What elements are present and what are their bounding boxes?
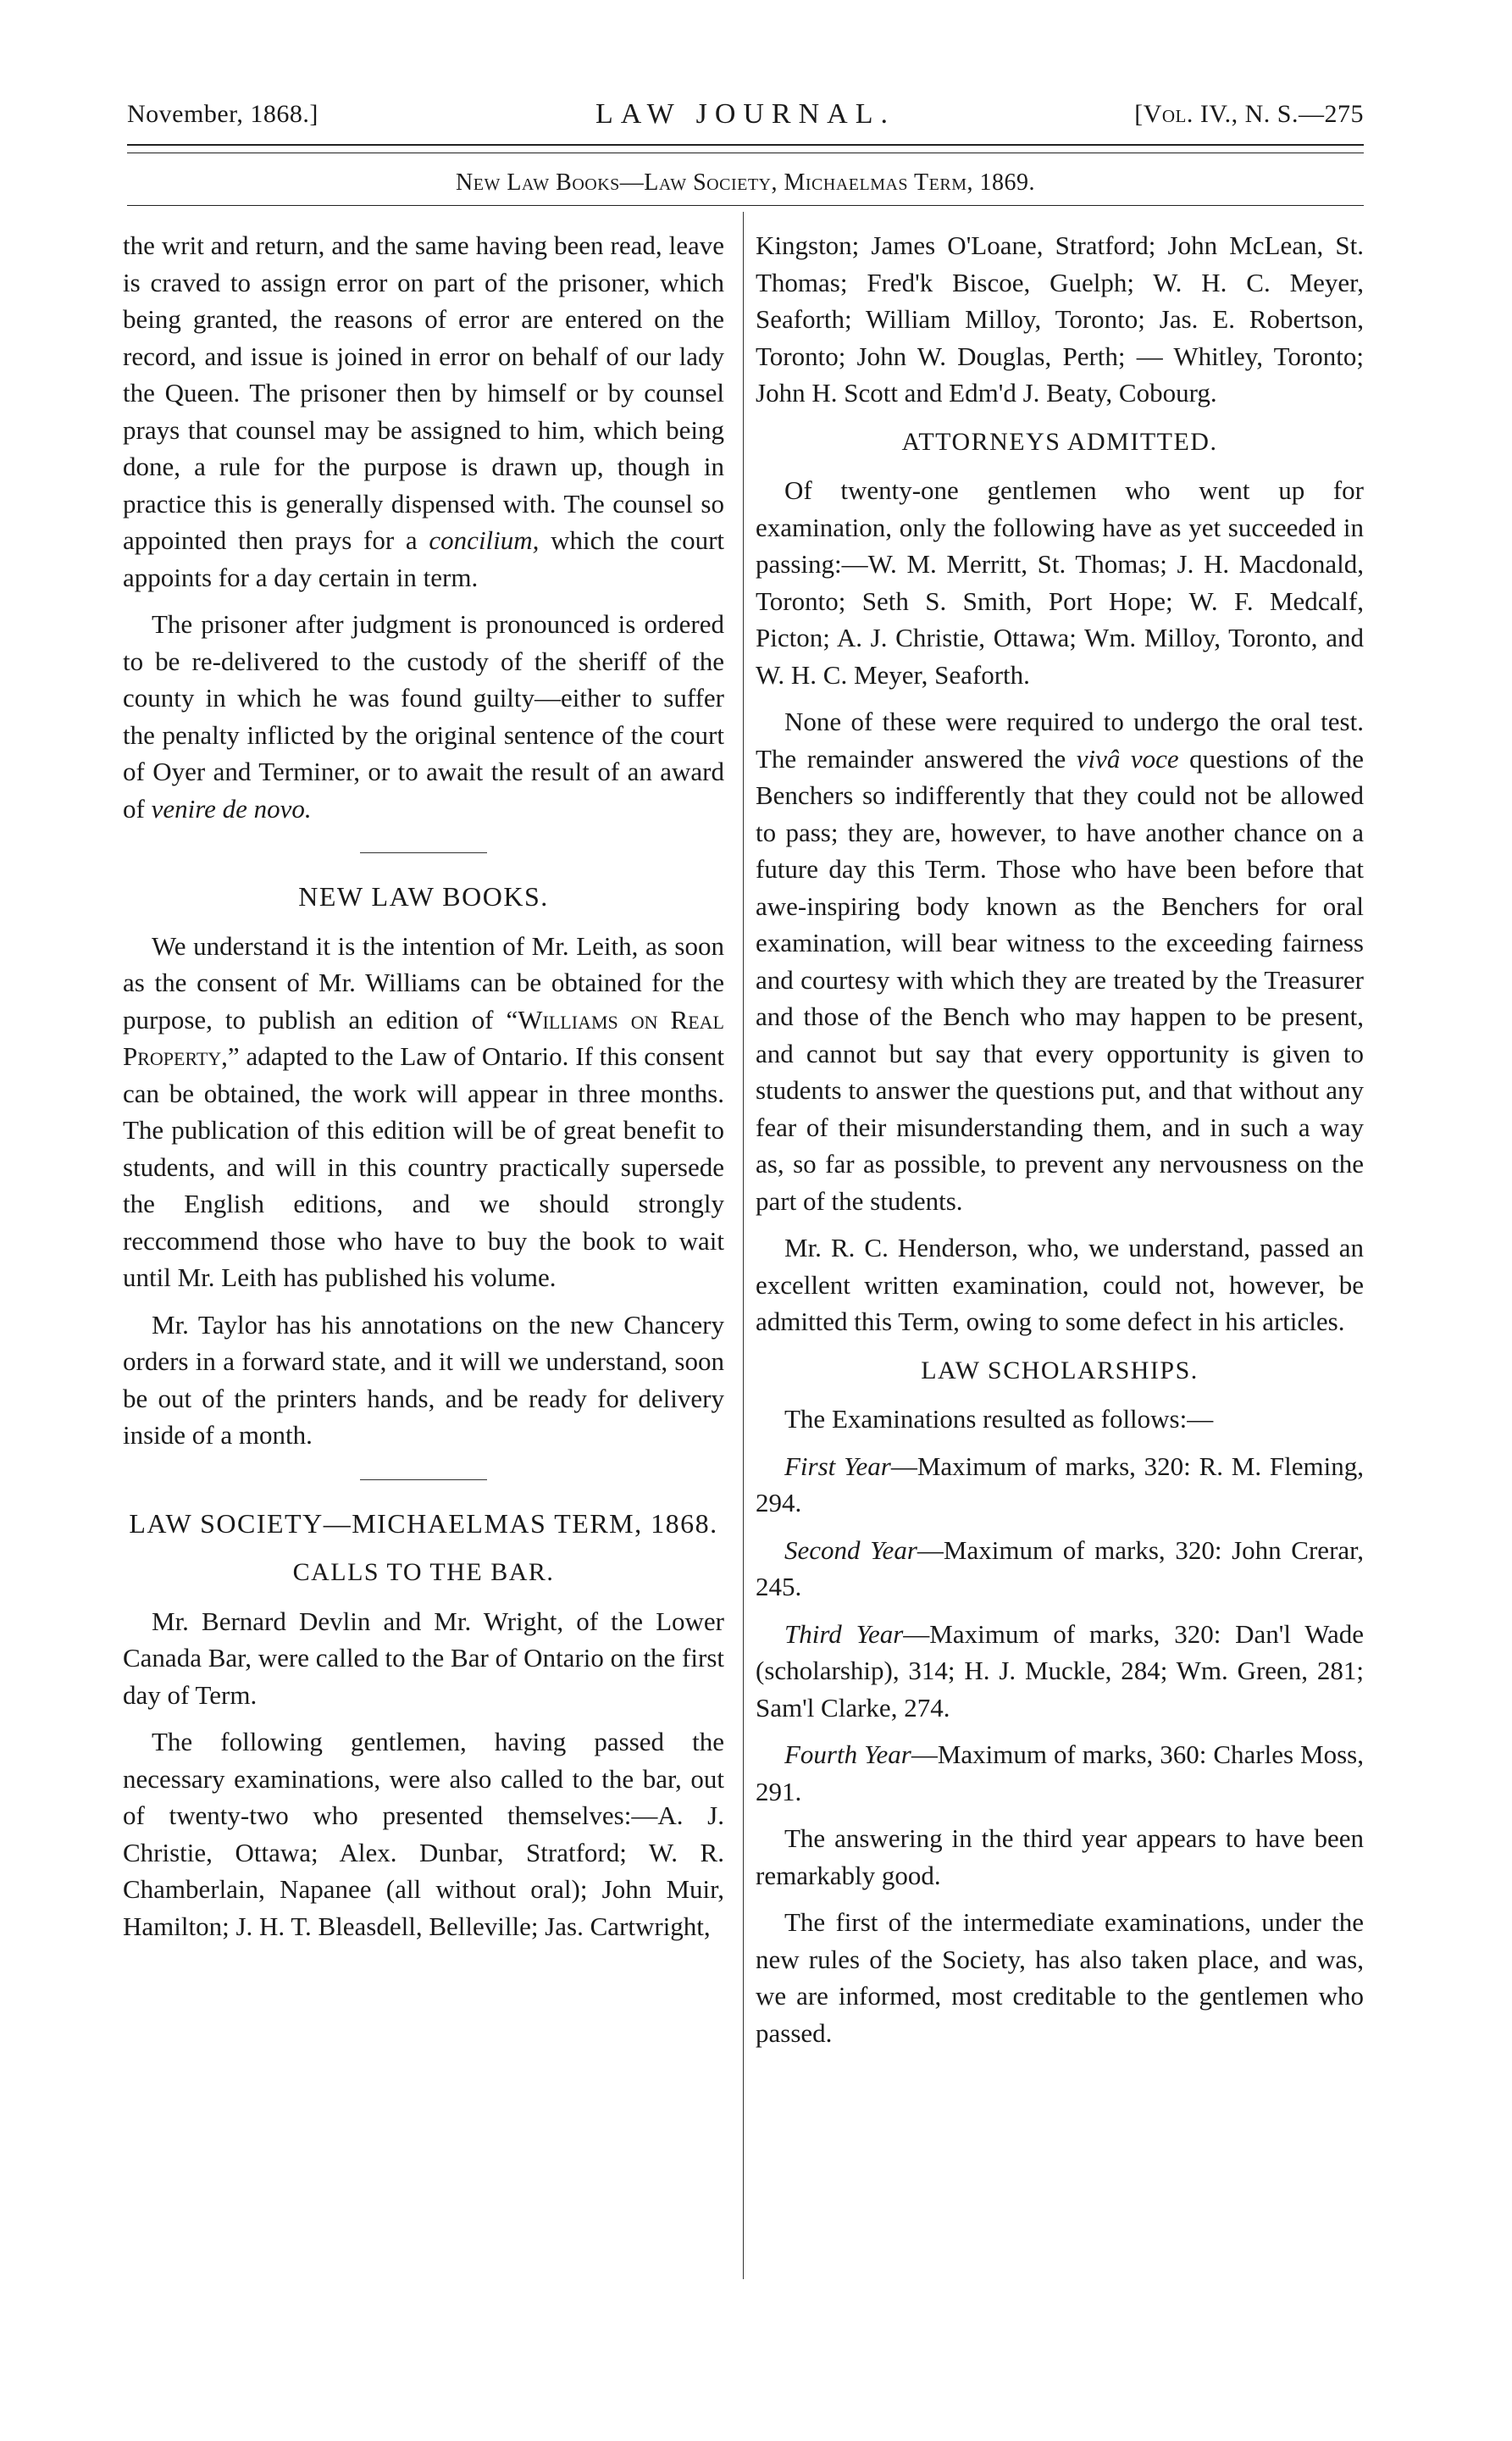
paragraph-text: The prisoner after judgment is pronounced is ordered to be re-delivered to the custody of the sheriff of the county in which he was found guilty—either to suffer the penalty inflicted by the original sentence of the court of Oyer and Terminer, or to await the result of an award of <box>123 609 724 824</box>
paragraph: Mr. Taylor has his annotations on the new Chancery orders in a forward state, and it will we understand, soon be out of the printers hands, and be ready for delivery inside of a month. <box>123 1309 724 1450</box>
subhead-rule <box>127 205 1364 206</box>
paragraph: The following gentlemen, having passed the necessary examinations, were also called to the bar, out of twenty-two who presented themselves:—A. J. Christie, Ottawa; Alex. Dunbar, Stratford; W. R. Chamberlain, Napanee (all without oral); John Muir, Hamilton; J. H. T. Bleasdell, Belleville; Jas. Cartwright, <box>123 1727 724 1941</box>
paragraph: The answering in the third year appears to have been remarkably good. <box>756 1823 1364 1890</box>
paragraph <box>756 703 1364 1219</box>
result-first-year <box>756 1448 1364 1522</box>
paragraph: Mr. R. C. Henderson, who, we understand, passed an excellent written examination, could not, however, be admitted this Term, owing to some defect in his articles. <box>756 1233 1364 1336</box>
paragraph-text: the writ and return, and the same having been read, leave is craved to assign error on part of the prisoner, which being granted, the reasons of error are entered on the record, and issue is joined in error on behalf of our lady the Queen. The prisoner then by himself or by counsel prays that counsel may be assigned to him, which being done, a rule for the purpose is drawn up, though in practice this is generally dispensed with. The counsel so appointed then prays for a <box>123 230 724 555</box>
journal-title: LAW JOURNAL. <box>595 98 895 130</box>
paragraph: The Examinations resulted as follows:— <box>784 1404 1214 1434</box>
italic-term: concilium, <box>429 525 540 555</box>
result-text: —Maximum of marks, 320: R. M. Fleming, 294. <box>756 1451 1365 1517</box>
heading-attorneys-admitted: ATTORNEYS ADMITTED. <box>901 427 1218 456</box>
year-label: Fourth Year <box>784 1739 911 1769</box>
section-separator <box>360 852 487 853</box>
header-volume: [Vol. IV., N. S.—275 <box>1134 100 1364 128</box>
paragraph-text: We understand it is the intention of Mr. Leith, as soon as the consent of Mr. Williams can be obtained for the purpose, to publish an edition of “ <box>123 930 724 1035</box>
year-label: First Year <box>784 1451 891 1481</box>
paragraph: The first of the intermediate examinations, under the new rules of the Society, has also taken place, and was, we are informed, most creditable to the gentlemen who passed. <box>756 1907 1364 2048</box>
heading-law-scholarships: LAW SCHOLARSHIPS. <box>921 1356 1199 1384</box>
section-separator <box>360 1479 487 1480</box>
result-text: —Maximum of marks, 320: Dan'l Wade (scholarship), 314; H. J. Muckle, 284; Wm. Green, 281; Sam'l Clarke, 274. <box>756 1618 1364 1723</box>
paragraph-text: ” adapted to the Law of Ontario. If this consent can be obtained, the work will appear in three months. The publication of this edition will be of great benefit to students, and will in this country practically supersede the English editions, and we should strongly reccommend those who have to buy the book to wait until Mr. Leith has published his volume. <box>123 1041 724 1292</box>
paragraph: Of twenty-one gentlemen who went up for examination, only the following have as yet succeeded in passing:—W. M. Merritt, St. Thomas; J. H. Macdonald, Toronto; Seth S. Smith, Port Hope; W. F. Medcalf, Picton; A. J. Christie, Ottawa; Wm. Milloy, Toronto, and W. H. C. Meyer, Seaforth. <box>756 475 1364 690</box>
year-label: Second Year <box>784 1534 917 1565</box>
paragraph: Kingston; James O'Loane, Stratford; John McLean, St. Thomas; Fred'k Biscoe, Guelph; W. H. C. Meyer, Seaforth; William Milloy, Toronto; Jas. E. Robertson, Toronto; John W. Douglas, Perth; — Whitley, Toronto; John H. Scott and Edm'd J. Beaty, Cobourg. <box>756 230 1364 408</box>
header-double-rule <box>127 144 1364 153</box>
heading-new-law-books: NEW LAW BOOKS. <box>298 881 549 912</box>
paragraph-text: None of these were required to undergo the oral test. The remainder answered the <box>756 707 1364 774</box>
result-text: —Maximum of marks, 360: Charles Moss, 291. <box>756 1739 1364 1806</box>
paragraph: Mr. Bernard Devlin and Mr. Wright, of the Lower Canada Bar, were called to the Bar of Ontario on the first day of Term. <box>123 1606 724 1710</box>
heading-law-society: LAW SOCIETY—MICHAELMAS TERM, 1868. <box>129 1507 718 1539</box>
paragraph-text: questions of the Benchers so indifferently that they could not be allowed to pass; they are, however, to have another chance on a future day this Term. Those who have been before that awe-inspiring body known as the Benchers for oral examination, will bear witness to the exceeding fairness and courtesy with which they are treated by the Treasurer and those of the Bench who may happen to be present, and cannot but say that every opportunity is given to students to answer the questions put, and that without any fear of their misunderstanding them, and in such a way as, so far as possible, to prevent any nervousness on the part of the students. <box>756 743 1364 1216</box>
left-column <box>123 227 724 1955</box>
result-second-year <box>756 1532 1364 1606</box>
book-title: Williams on Real Property, <box>123 1004 724 1071</box>
header-date: November, 1868.] <box>127 100 318 128</box>
italic-term: venire de novo. <box>151 793 312 824</box>
result-third-year <box>756 1616 1364 1727</box>
paragraph <box>123 227 724 596</box>
column-divider <box>743 212 744 2279</box>
result-text: —Maximum of marks, 320: John Crerar, 245. <box>756 1534 1364 1601</box>
year-label: Third Year <box>784 1618 904 1649</box>
running-header <box>127 100 1364 137</box>
italic-term: vivâ voce <box>1076 743 1179 774</box>
section-subhead: New Law Books—Law Society, Michaelmas Term, 1869. <box>456 169 1035 196</box>
result-fourth-year <box>756 1736 1364 1810</box>
paragraph <box>123 928 724 1296</box>
paragraph <box>123 606 724 827</box>
right-column <box>756 227 1364 2061</box>
heading-calls-to-bar: CALLS TO THE BAR. <box>292 1558 555 1586</box>
paragraph-text: which the court appoints for a day certain in term. <box>123 525 724 592</box>
